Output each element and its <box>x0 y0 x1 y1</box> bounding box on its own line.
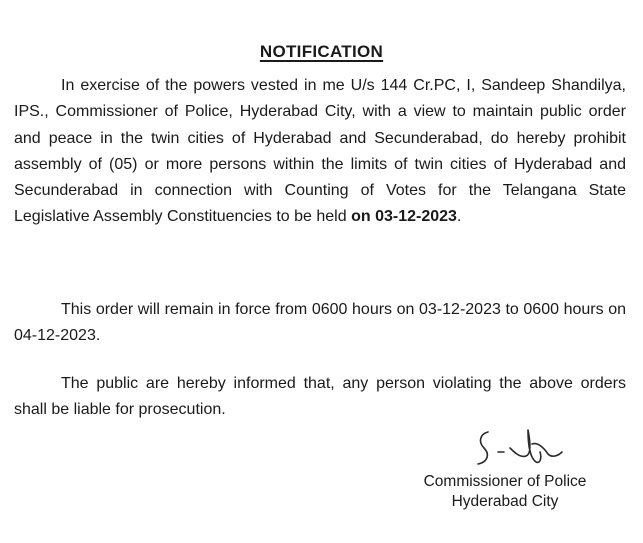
document-title <box>0 42 643 62</box>
warning-text: The public are hereby informed that, any person violating the above orders shall be liable for prosecution. <box>14 375 626 419</box>
title-text: NOTIFICATION <box>259 42 384 61</box>
handwritten-signature <box>470 418 570 474</box>
duration-paragraph <box>14 297 626 350</box>
counting-date: on 03-12-2023 <box>351 208 457 226</box>
order-text-end: . <box>456 208 462 226</box>
order-paragraph <box>14 73 626 231</box>
signatory-designation: Commissioner of Police <box>423 473 587 490</box>
order-text: In exercise of the powers vested in me U/s 144 Cr.PC, I, Sandeep Shandilya, IPS., Commissioner of Police, Hyderabad City, with a view to maintain public order and peace in the twin cities of Hyderabad and Secunderabad, do hereby prohibit assembly of (05) or more persons within the limits of twin cities of Hyderabad and Secunderabad in connection with Counting of Votes for the Telangana State Legislative Assembly Constituencies to be held <box>14 77 626 226</box>
signature-block <box>400 472 610 512</box>
warning-paragraph <box>14 371 626 424</box>
signatory-office: Hyderabad City <box>451 493 559 510</box>
duration-text: This order will remain in force from 0600 hours on 03-12-2023 to 0600 hours on 04-12-2023. <box>14 301 626 345</box>
